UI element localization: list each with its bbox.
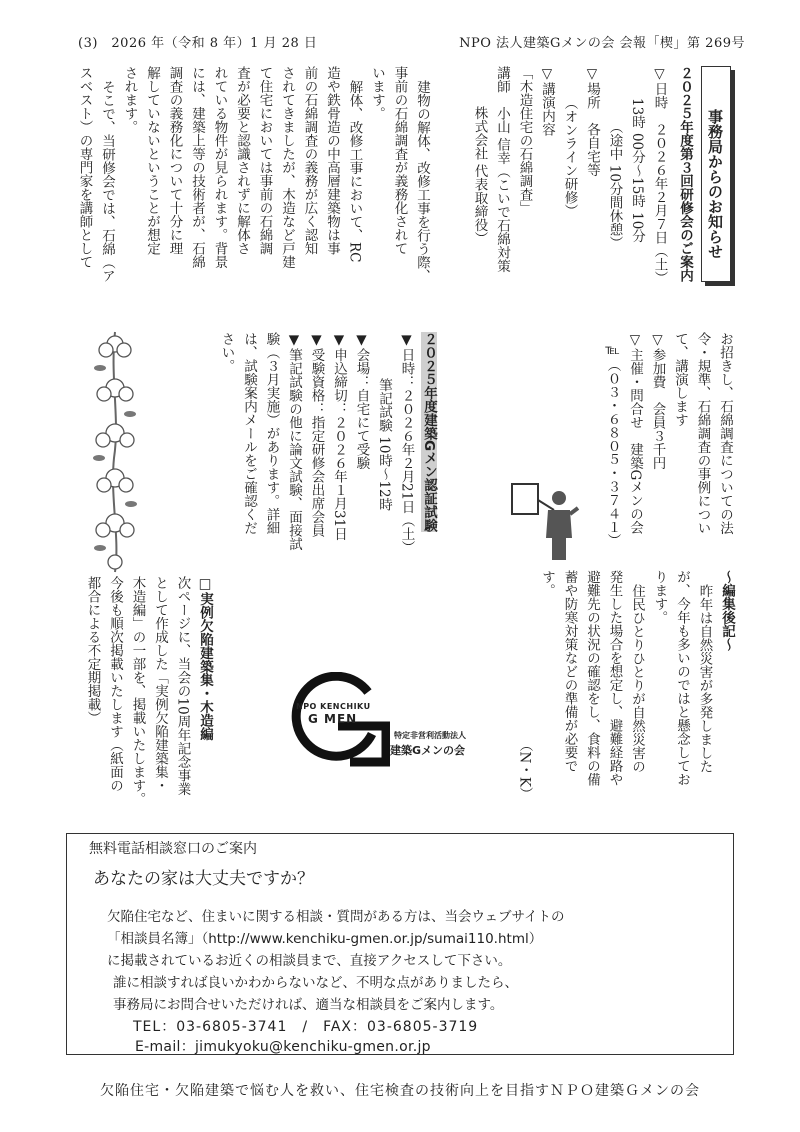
body-line: 調査の義務化について十分に理 bbox=[166, 66, 183, 255]
seminar-place-note: （オンライン研修） bbox=[561, 96, 578, 218]
consult-headline: あなたの家は大丈夫ですか？ bbox=[93, 869, 314, 889]
issue-date: (3) 2026 年（令和 8 年）1 月 28 日 bbox=[78, 36, 318, 51]
logo-sub2: 建築Gメンの会 bbox=[390, 744, 466, 757]
body-line: 解体、改修工事において、RC bbox=[346, 80, 363, 263]
body-line: 造や鉄骨造の中高層建築物は事 bbox=[324, 66, 340, 255]
consult-tel-fax: TEL：03-6805-3741 / FAX：03-6805-3719 bbox=[133, 1019, 479, 1035]
casebook-line: 今後も順次掲載いたします（紙面の bbox=[107, 576, 123, 792]
consult-paragraph-2 bbox=[113, 972, 518, 1016]
exam-title-text: ２０２５年度建築Gメン認証試験 bbox=[421, 332, 437, 533]
seminar-lecturer-company: 株式会社 代表取締役） bbox=[471, 106, 488, 246]
body-line: れている物件が見られます。背景 bbox=[211, 66, 228, 269]
consult-title: 無料電話相談窓口のご案内 bbox=[89, 841, 257, 857]
postscript-line: 発生した場合を想定し、避難経路や bbox=[606, 570, 623, 786]
body-line: 令・規準、石綿調査の事例につい bbox=[694, 332, 711, 535]
postscript-line: す。 bbox=[539, 570, 555, 597]
body-line: そこで、当研修会では、石綿（ア bbox=[99, 80, 115, 283]
seminar-title: ２０２５年度第３回研修会のご案内 bbox=[677, 66, 693, 282]
exam-other: ▼筆記試験の他に論文試験、面接試 bbox=[286, 332, 302, 551]
exam-other: は、試験案内メールをご確認くだ bbox=[241, 332, 257, 535]
exam-eligibility: ▼受験資格：指定研修会出席会員 bbox=[308, 332, 325, 537]
casebook-line: 木造編」の一部を、掲載いたします。 bbox=[129, 576, 146, 806]
seminar-fee: ▽参加費 会員３千円 bbox=[649, 332, 666, 470]
consult-line: 欠陥住宅など、住まいに関する相談・質問がある方は、当会ウェブサイトの bbox=[107, 909, 565, 925]
exam-info bbox=[196, 332, 440, 564]
lecturer-pictogram bbox=[508, 478, 580, 560]
seminar-date: ▽日時 ２０２６年２月７日（土） bbox=[651, 66, 668, 285]
seminar-info bbox=[430, 66, 696, 328]
body-line: て住宅においては事前の石綿調 bbox=[256, 66, 273, 255]
body-line: います。 bbox=[369, 66, 385, 120]
casebook-title: □実例欠陥建築集・木造編 bbox=[197, 576, 213, 741]
seminar-content-label: ▽講演内容 bbox=[539, 66, 555, 136]
postscript-signature: （N・K） bbox=[516, 738, 533, 801]
casebook bbox=[66, 576, 216, 828]
postscript-title: 〜編集後記〜 bbox=[719, 570, 735, 651]
page-header bbox=[0, 26, 800, 50]
body-line: 建物の解体、改修工事を行う際、 bbox=[414, 80, 430, 283]
body-line: されます。 bbox=[121, 66, 138, 134]
postscript-line: 避難先の状況の確認をし、食料の備 bbox=[584, 570, 600, 786]
notice-title: 事務局からのお知らせ bbox=[701, 66, 731, 282]
body-line: スベスト）の専門家を講師として bbox=[76, 66, 93, 269]
page-footer: 欠陥住宅・欠陥建築で悩む人を救い、住宅検査の技術向上を目指すＮＰＯ建築Ｇメンの会 bbox=[100, 1083, 700, 1099]
body-line: 解していないということが想定 bbox=[144, 66, 160, 255]
postscript-line: ります。 bbox=[651, 570, 668, 624]
postscript-line: 昨年は自然災害が多発しました bbox=[696, 584, 713, 773]
consult-paragraph-1 bbox=[107, 906, 565, 972]
body-line: て、講演します bbox=[672, 332, 688, 427]
logo-gmen: G MEN bbox=[308, 712, 358, 726]
postscript-line: が、今年も多いのではと懸念してお bbox=[674, 570, 690, 786]
exam-other: 験（３月実施）があります。詳細 bbox=[263, 332, 280, 535]
body-line: 前の石綿調査の義務が広く認知 bbox=[301, 66, 318, 255]
seminar-continued bbox=[596, 332, 736, 564]
exam-venue: ▼会場：自宅にて受験 bbox=[353, 332, 370, 470]
postscript-line: 住民ひとりひとりが自然災害の bbox=[629, 584, 645, 773]
seminar-lecturer: 講師 小山 信幸（こいで石綿対策 bbox=[494, 66, 510, 273]
seminar-time: 13時 00分〜15時 10分 bbox=[629, 98, 645, 243]
casebook-line: 次ページに、当会の10周年記念事業 bbox=[174, 576, 191, 796]
consult-line: 「相談員名簿」（http://www.kenchiku-gmen.or.jp/sumai110.html） bbox=[107, 931, 543, 947]
consult-line: 誰に相談すれば良いかわからないなど、不明な点がありましたら、 bbox=[113, 975, 518, 991]
seminar-host: ▽主催・問合せ 建築Gメンの会 bbox=[627, 332, 643, 535]
body-line: には、建築上等の技術者が、石綿 bbox=[189, 66, 205, 269]
seminar-tel: ℡（０３・６８０５・３７４１） bbox=[604, 342, 621, 547]
body-line: お招きし、石綿調査についての法 bbox=[717, 332, 733, 535]
floral-ornament bbox=[90, 328, 140, 576]
postscript bbox=[490, 570, 738, 828]
casebook-line: として作成した「実例欠陥建築集・ bbox=[152, 576, 168, 792]
body-line: 事前の石綿調査が義務化されて bbox=[391, 66, 408, 255]
seminar-body bbox=[68, 66, 433, 328]
exam-written: 筆記試験 10時〜12時 bbox=[376, 378, 392, 512]
gmen-logo bbox=[290, 672, 468, 768]
newsletter-title: NPO 法人建築Gメンの会 会報「楔」第 269号 bbox=[459, 36, 745, 51]
exam-deadline: ▼申込締切：２０２６年１月31日 bbox=[331, 332, 347, 541]
casebook-line: 都合による不定期掲載） bbox=[84, 576, 101, 725]
exam-title bbox=[418, 332, 441, 564]
postscript-line: 蓄や防寒対策などの準備が必要で bbox=[561, 570, 578, 773]
logo-npo: NPO KENCHIKU bbox=[296, 702, 371, 711]
body-line: 査が必要と認識されずに解体さ bbox=[234, 66, 250, 255]
seminar-break: （途中 10分間休憩） bbox=[606, 120, 623, 250]
consult-line: に掲載されているお近くの相談員まで、直接アクセスして下さい。 bbox=[107, 953, 512, 969]
seminar-place: ▽場所 各自宅等 bbox=[584, 66, 600, 177]
logo-sub1: 特定非営利活動法人 bbox=[394, 731, 466, 740]
consult-line: 事務局にお問合せいただければ、適当な相談員をご案内します。 bbox=[113, 997, 504, 1013]
seminar-content-title: 「木造住宅の石綿調査」 bbox=[516, 66, 533, 215]
consultation-box bbox=[66, 833, 734, 1055]
exam-other: さい。 bbox=[218, 332, 235, 373]
body-line: されてきましたが、木造など戸建 bbox=[279, 66, 295, 269]
exam-date: ▼日時：２０２６年２月21日（土） bbox=[398, 332, 415, 555]
consult-email: E-mail：jimukyoku@kenchiku-gmen.or.jp bbox=[135, 1039, 431, 1055]
